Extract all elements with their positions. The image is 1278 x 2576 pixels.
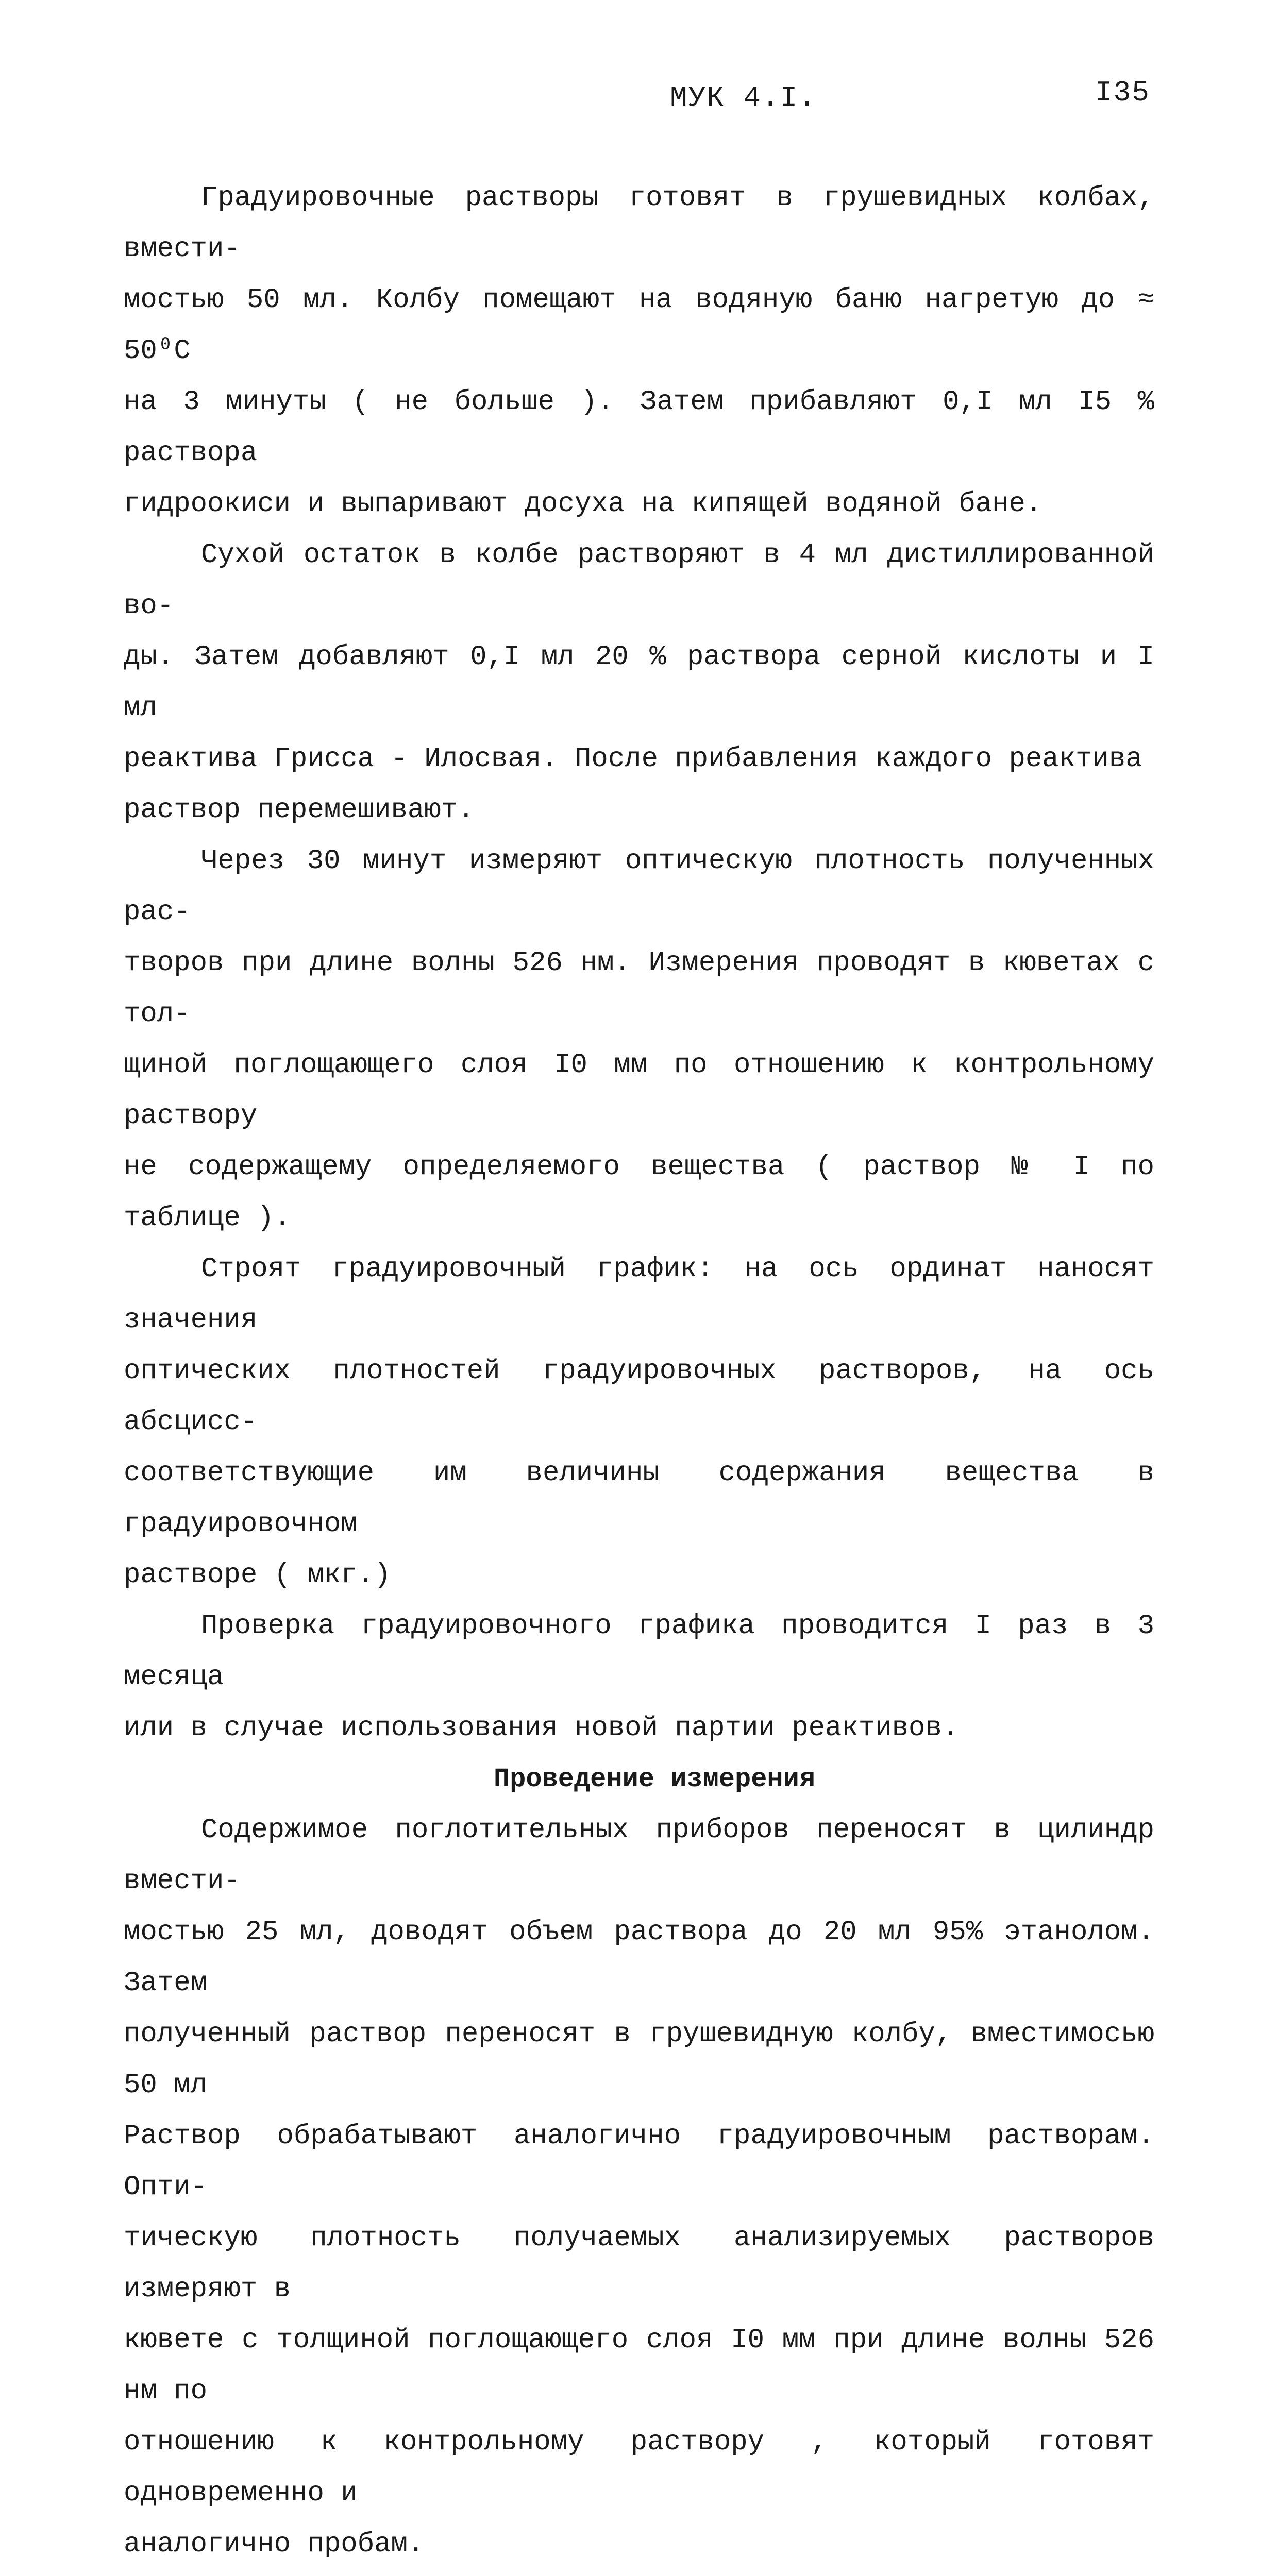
document-body: [124, 173, 1154, 2576]
document-code: МУК 4.I.: [670, 81, 817, 114]
paragraph-dry-residue: Сухой остаток в колбе растворяют в 4 мл дистиллированной во- ды. Затем добавляют 0,I мл 20 % раствора серной кислоты и I мл реактива Грисса - Илосвая. После прибавления каждого реактива раствор перемешивают.: [124, 539, 1154, 826]
page-number: I35: [1095, 76, 1150, 109]
paragraph-calibration-solutions: Градуировочные растворы готовят в грушевидных колбах, вмести- мостью 50 мл. Колбу помещают на водяную баню нагретую до ≈ 50⁰С на 3 минуты ( не больше ). Затем прибавляют 0,I мл I5 % раствора гидроокиси и выпаривают досуха на кипящей водяной бане.: [124, 182, 1154, 520]
paragraph-calibration-graph: Строят градуировочный график: на ось ординат наносят значения оптических плотностей градуировочных растворов, на ось абсцисс- соответствующие им величины содержания вещества в градуировочном растворе ( мкг.): [124, 1253, 1154, 1591]
paragraph-measurement-procedure: Содержимое поглотительных приборов переносят в цилиндр вмести- мостью 25 мл, доводят объем раствора до 20 мл 95% этанолом. Затем полученный раствор переносят в грушевидную колбу, вместимосью 50 мл Раствор обрабатывают аналогично градуировочным растворам. Опти- тическую плотность получаемых анализируемых растворов измеряют в кювете с толщиной поглощающего слоя I0 мм при длине волны 526 нм по отношению к контрольному раствору , который готовят одновременно и аналогично пробам.: [124, 1815, 1154, 2560]
paragraph-quantitative-determination: [124, 2570, 1154, 2576]
section-heading: Проведение измерения: [493, 1764, 816, 1794]
paragraph-optical-density: Через 30 минут измеряют оптическую плотность полученных рас- творов при длине волны 526 нм. Измерения проводят в кюветах с тол- щиной поглощающего слоя I0 мм по отношению к контрольному раствору не содержащему определяемого вещества ( раствор № I по таблице ).: [124, 845, 1154, 1234]
paragraph-graph-check: Проверка градуировочного графика проводится I раз в 3 месяца или в случае использования новой партии реактивов.: [124, 1611, 1154, 1744]
